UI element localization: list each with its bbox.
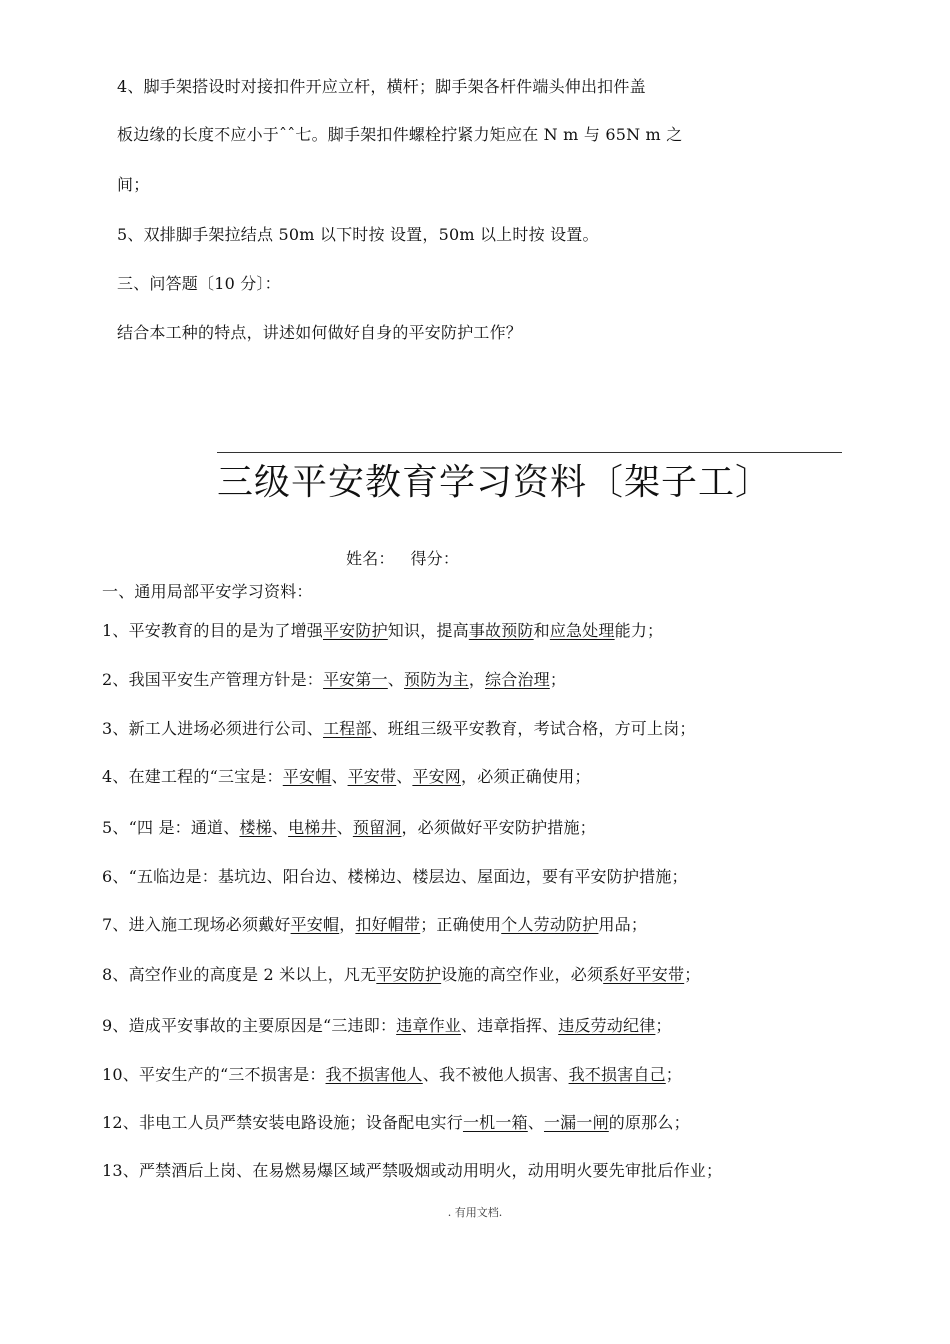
- underlined-answer: 预防为主: [404, 670, 469, 689]
- item-text: 设施的高空作业，必须: [441, 965, 604, 984]
- list-item: [102, 962, 700, 985]
- underlined-answer: 一机一箱: [462, 1113, 528, 1132]
- item-text: ；: [684, 965, 701, 984]
- item-text: 、: [336, 818, 353, 837]
- list-item: [102, 1158, 722, 1181]
- underlined-answer: 楼梯: [239, 818, 272, 837]
- item-text: ，: [339, 915, 356, 934]
- item4-line3: 间；: [117, 175, 150, 194]
- underlined-answer: 平安防护: [322, 621, 388, 640]
- item-text: 9、造成平安事故的主要原因是“三违即：: [102, 1016, 397, 1035]
- item-text: 、: [387, 670, 404, 689]
- item-text: ，必须做好平安防护措施；: [401, 818, 596, 837]
- underlined-answer: 系好平安带: [603, 965, 685, 984]
- section3-heading: 三、问答题〔10 分〕：: [117, 274, 281, 293]
- list-item: [102, 815, 596, 838]
- item-text: 、: [271, 818, 289, 837]
- item-text: ；: [549, 670, 567, 689]
- underlined-answer: 事故预防: [468, 621, 534, 640]
- item-text: ；: [665, 1065, 682, 1084]
- item-text: ，: [468, 670, 486, 689]
- underlined-answer: 个人劳动防护: [501, 915, 599, 934]
- item-text: 的原那么；: [608, 1113, 690, 1132]
- item-text: 6、“五临边是：基坑边、阳台边、楼梯边、楼层边、屋面边，要有平安防护措施；: [102, 867, 688, 886]
- name-score-line: 姓名： 得分：: [346, 549, 460, 568]
- underlined-answer: 我不损害他人: [325, 1065, 423, 1084]
- list-item: [102, 1013, 672, 1036]
- item-text: 3、新工人进场必须进行公司、: [102, 719, 323, 738]
- underlined-answer: 工程部: [322, 719, 372, 738]
- item-text: 知识，提高: [387, 621, 469, 640]
- item-text: ；正确使用: [420, 915, 502, 934]
- list-item: [102, 864, 688, 887]
- list-item: [102, 912, 647, 935]
- item-text: 13、严禁酒后上岗、在易燃易爆区域严禁吸烟或动用明火，动用明火要先审批后作业；: [102, 1161, 723, 1180]
- list-item: [102, 618, 663, 641]
- list-item: [102, 764, 591, 787]
- underlined-answer: 一漏一闸: [543, 1113, 609, 1132]
- underlined-answer: 违反劳动纪律: [558, 1016, 656, 1035]
- item-text: 用品；: [598, 915, 648, 934]
- section1-heading: 一、通用局部平安学习资料：: [102, 582, 313, 601]
- item-text: 1、平安教育的目的是为了增强: [102, 621, 323, 640]
- list-item: [102, 667, 566, 690]
- list-item: [102, 1062, 682, 1085]
- underlined-answer: 平安防护: [376, 965, 442, 984]
- item-text: 、: [396, 767, 413, 786]
- item-text: 8、高空作业的高度是 2 米以上，凡无: [102, 965, 377, 984]
- item5-text: 5、双排脚手架拉结点 50m 以下时按 设置，50m 以上时按 设置。: [117, 225, 599, 244]
- underlined-answer: 电梯井: [288, 818, 337, 837]
- item-text: 、我不被他人损害、: [422, 1065, 569, 1084]
- item-text: 4、在建工程的“三宝是：: [102, 767, 283, 786]
- title-rule: [217, 452, 842, 453]
- underlined-answer: 应急处理: [549, 621, 615, 640]
- underlined-answer: 平安帽: [282, 767, 332, 786]
- item-text: 能力；: [614, 621, 664, 640]
- underlined-answer: 综合治理: [485, 670, 550, 689]
- underlined-answer: 预留洞: [352, 818, 402, 837]
- underlined-answer: 我不损害自己: [568, 1065, 666, 1084]
- item-text: 、违章指挥、: [460, 1016, 559, 1035]
- item-text: 2、我国平安生产管理方针是：: [102, 670, 323, 689]
- item-text: 12、非电工人员严禁安装电路设施；设备配电实行: [102, 1113, 463, 1132]
- item-text: 、: [331, 767, 348, 786]
- item-text: 10、平安生产的“三不损害是：: [102, 1065, 326, 1084]
- item4-line1: 4、脚手架搭设时对接扣件开应立杆，横杆；脚手架各杆件端头伸出扣件盖: [117, 77, 646, 96]
- item-text: 和: [533, 621, 550, 640]
- item-text: 7、进入施工现场必须戴好: [102, 915, 291, 934]
- underlined-answer: 平安帽: [290, 915, 340, 934]
- item-text: 5、“四 是：通道、: [102, 818, 240, 837]
- list-item: [102, 716, 696, 739]
- item-text: 、: [527, 1113, 544, 1132]
- item-text: ；: [655, 1016, 672, 1035]
- page-footer: . 有用文档.: [447, 1206, 503, 1219]
- underlined-answer: 违章作业: [396, 1016, 461, 1035]
- document-title: 三级平安教育学习资料〔架子工〕: [217, 462, 773, 503]
- list-item: [102, 1110, 690, 1133]
- item-text: ，必须正确使用；: [461, 767, 591, 786]
- question-text: 结合本工种的特点，讲述如何做好自身的平安防护工作？: [117, 323, 523, 342]
- item4-line2: 板边缘的长度不应小于ˆˆ七。脚手架扣件螺栓拧紧力矩应在 N m 与 65N m 之: [117, 125, 683, 144]
- underlined-answer: 平安网: [412, 767, 461, 786]
- underlined-answer: 平安第一: [322, 670, 388, 689]
- item-text: 、班组三级平安教育，考试合格，方可上岗；: [371, 719, 696, 738]
- underlined-answer: 扣好帽带: [355, 915, 421, 934]
- underlined-answer: 平安带: [347, 767, 397, 786]
